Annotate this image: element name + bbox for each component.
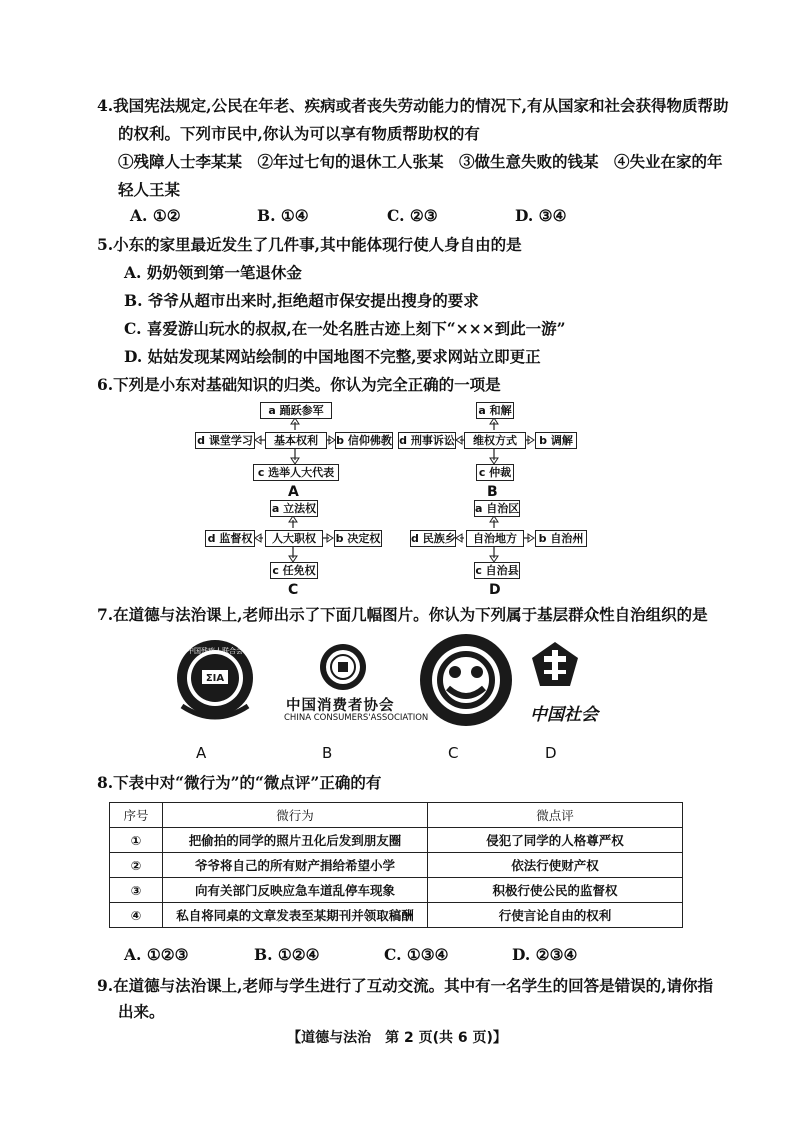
diagram-c-label: C xyxy=(288,582,299,598)
logo-c-label: C xyxy=(448,744,459,762)
header-index: 序号 xyxy=(110,803,163,828)
q8-option-d: D. ②③④ xyxy=(512,945,578,964)
q5-stem: 5.小东的家里最近发生了几件事,其中能体现行使人身自由的是 xyxy=(97,235,522,254)
q4-stem-line2: 的权利。下列市民中,你认为可以享有物质帮助权的有 xyxy=(118,124,480,143)
q5-option-b: B. 爷爷从超市出来时,拒绝超市保安提出搜身的要求 xyxy=(124,291,479,310)
logo-d-emblem xyxy=(530,640,580,690)
row-behavior: 向有关部门反映应急车道乱停车现象 xyxy=(163,878,428,903)
diagram-c-top: a 立法权 xyxy=(271,502,317,515)
q7-stem: 7.在道德与法治课上,老师出示了下面几幅图片。你认为下列属于基层群众性自治组织的是 xyxy=(97,605,708,624)
diagram-c-left: d 监督权 xyxy=(205,530,255,547)
q4-option-a: A. ①② xyxy=(130,206,181,225)
row-index: ① xyxy=(110,828,163,853)
q4-option-d: D. ③④ xyxy=(515,206,567,225)
diagram-b-label: B xyxy=(487,484,498,500)
diagram-c xyxy=(205,500,395,600)
row-index: ② xyxy=(110,853,163,878)
row-comment: 侵犯了同学的人格尊严权 xyxy=(428,828,683,853)
header-comment: 微点评 xyxy=(428,803,683,828)
logo-a-ring-text: 中国残疾人联合会 xyxy=(187,647,243,655)
q9-stem-line1: 9.在道德与法治课上,老师与学生进行了互动交流。其中有一名学生的回答是错误的,请你指 xyxy=(97,976,713,995)
q4-option-c: C. ②③ xyxy=(387,206,438,225)
logo-b-title: 中国消费者协会 xyxy=(286,698,395,714)
table-row xyxy=(110,853,683,878)
q4-items-line2: 轻人王某 xyxy=(118,180,181,199)
diagram-d-center: 自治地方 xyxy=(466,530,524,547)
row-behavior: 把偷拍的同学的照片丑化后发到朋友圈 xyxy=(163,828,428,853)
diagram-a-top: a 踊跃参军 xyxy=(260,402,332,419)
table-header-row xyxy=(110,803,683,828)
q5-option-d: D. 姑姑发现某网站绘制的中国地图不完整,要求网站立即更正 xyxy=(124,347,541,366)
diagram-d-left: d 民族乡 xyxy=(411,532,456,545)
header-behavior: 微行为 xyxy=(163,803,428,828)
diagram-a-center: 基本权利 xyxy=(265,432,327,449)
logo-d-title: 中国社会 xyxy=(530,705,598,725)
diagram-c-right: b 决定权 xyxy=(335,532,381,545)
diagram-b-top: a 和解 xyxy=(476,402,514,419)
logo-b-label: B xyxy=(322,744,333,762)
q5-option-c: C. 喜爱游山玩水的叔叔,在一处名胜古迹上刻下“×××到此一游” xyxy=(124,319,566,338)
table-row xyxy=(110,878,683,903)
logo-a-label: A xyxy=(196,744,207,762)
diagram-d xyxy=(410,500,610,600)
row-comment: 依法行使财产权 xyxy=(428,853,683,878)
q8-stem: 8.下表中对“微行为”的“微点评”正确的有 xyxy=(97,773,382,792)
q8-option-a: A. ①②③ xyxy=(124,945,189,964)
q8-table xyxy=(109,802,683,928)
diagram-d-right: b 自治州 xyxy=(535,530,587,547)
diagram-a-left: d 课堂学习 xyxy=(195,432,255,449)
q5-option-a: A. 奶奶领到第一笔退休金 xyxy=(124,263,302,282)
q4-items-line1: ①残障人士李某某 ②年过七旬的退休工人张某 ③做生意失败的钱某 ④失业在家的年 xyxy=(118,152,723,171)
logo-b-emblem xyxy=(318,640,368,694)
row-comment: 积极行使公民的监督权 xyxy=(428,878,683,903)
logo-c-emblem xyxy=(418,630,514,730)
diagram-d-bottom: c 自治县 xyxy=(475,564,519,577)
q6-stem: 6.下列是小东对基础知识的归类。你认为完全正确的一项是 xyxy=(97,375,501,394)
q8-option-b: B. ①②④ xyxy=(254,945,320,964)
diagram-a xyxy=(195,402,395,502)
diagram-c-center: 人大职权 xyxy=(265,530,323,547)
diagram-a-bottom: c 选举人大代表 xyxy=(253,464,339,481)
row-index: ③ xyxy=(110,878,163,903)
logo-d-label: D xyxy=(545,744,557,762)
row-index: ④ xyxy=(110,903,163,928)
diagram-a-label: A xyxy=(288,484,299,500)
diagram-d-top: a 自治区 xyxy=(475,502,520,515)
q4-stem-line1: 4.我国宪法规定,公民在年老、疾病或者丧失劳动能力的情况下,有从国家和社会获得物质帮助 xyxy=(97,96,729,115)
logo-b-subtitle: CHINA CONSUMERS'ASSOCIATION xyxy=(284,713,429,723)
diagram-b xyxy=(398,402,598,502)
row-comment: 行使言论自由的权利 xyxy=(428,903,683,928)
row-behavior: 私自将同桌的文章发表至某期刊并领取稿酬 xyxy=(163,903,428,928)
diagram-c-bottom: c 任免权 xyxy=(270,562,318,579)
svg-text:ΣΙΑ: ΣΙΑ xyxy=(205,673,225,684)
diagram-b-center: 维权方式 xyxy=(464,432,526,449)
table-row xyxy=(110,903,683,928)
q8-option-c: C. ①③④ xyxy=(384,945,449,964)
table-row xyxy=(110,828,683,853)
diagram-d-label: D xyxy=(489,582,501,598)
diagram-b-bottom: c 仲裁 xyxy=(476,464,514,481)
diagram-a-right: b 信仰佛教 xyxy=(336,434,392,447)
diagram-b-left: d 刑事诉讼 xyxy=(399,434,455,447)
page-footer: 【道德与法治 第 2 页(共 6 页)】 xyxy=(287,1030,507,1046)
diagram-b-right: b 调解 xyxy=(535,432,577,449)
q9-stem-line2: 出来。 xyxy=(118,1002,165,1021)
q4-option-b: B. ①④ xyxy=(257,206,309,225)
row-behavior: 爷爷将自己的所有财产捐给希望小学 xyxy=(163,853,428,878)
